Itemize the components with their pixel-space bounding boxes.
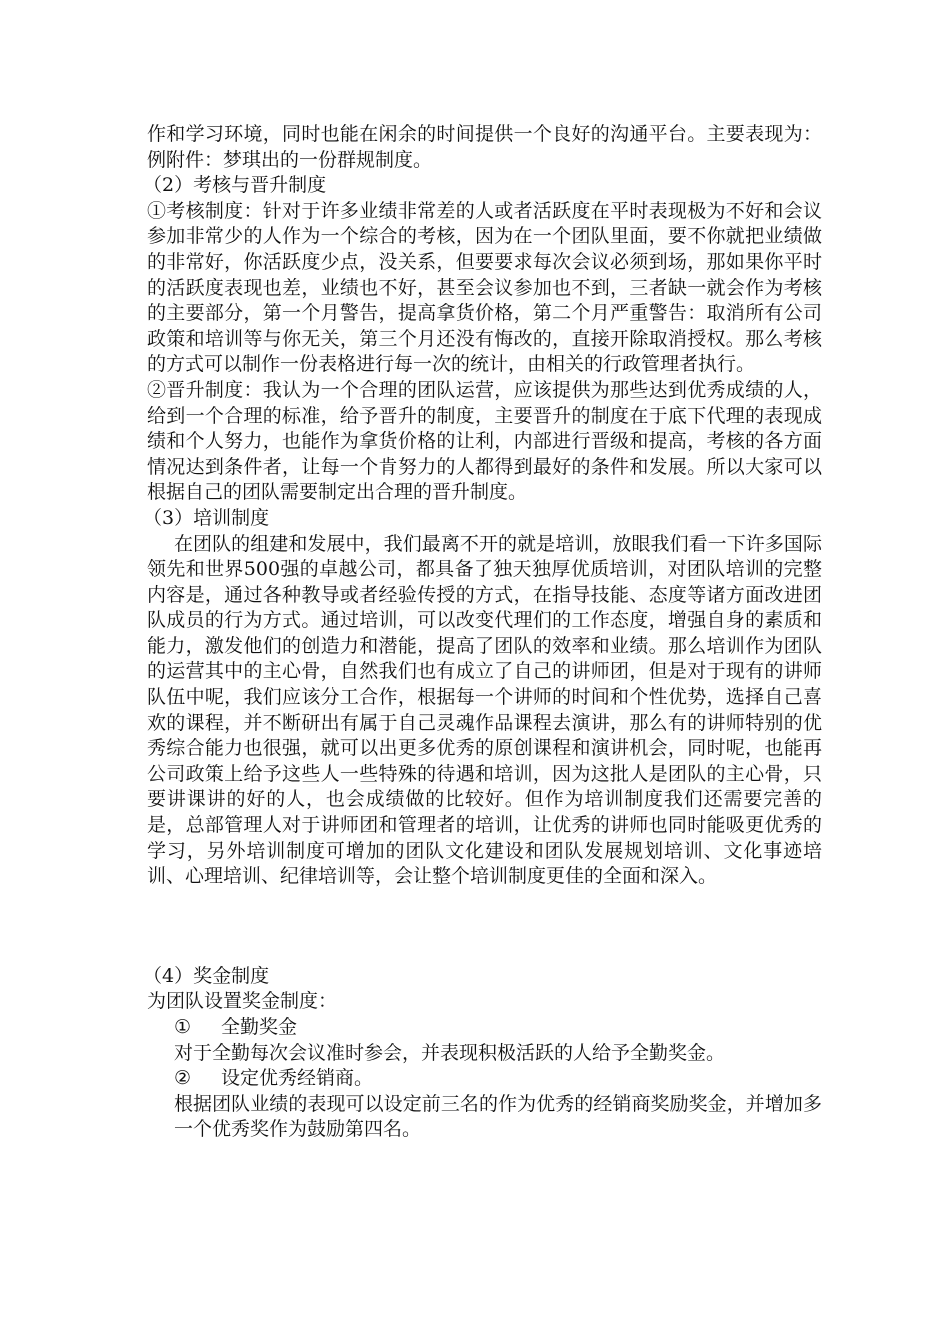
- list-number: ②: [174, 1067, 192, 1090]
- document-page: [143, 122, 822, 1143]
- paragraph-assessment-system: ①考核制度：针对于许多业绩非常差的人或者活跃度在平时表现极为不好和会议参加非常少的人作为一个综合的考核，因为在一个团队里面，要不你就把业绩做的非常好，你活跃度少点，没关系，但要要求每次会议必须到场，那如果你平时的活跃度表现也差，业绩也不好，甚至会议参加也不到，三者缺一就会作为考核的主要部分，第一个月警告，提高拿货价格，第二个月严重警告：取消所有公司政策和培训等与你无关，第三个月还没有悔改的，直接开除取消授权。那么考核的方式可以制作一份表格进行每一次的统计，由相关的行政管理者执行。: [147, 199, 822, 376]
- paragraph-promotion-system: ②晋升制度：我认为一个合理的团队运营，应该提供为那些达到优秀成绩的人，给到一个合理的标准，给予晋升的制度，主要晋升的制度在于底下代理的表现成绩和个人努力，也能作为拿货价格的让利，内部进行晋级和提高，考核的各方面情况达到条件者，让每一个肯努力的人都得到最好的条件和发展。所以大家可以根据自己的团队需要制定出合理的晋升制度。: [147, 378, 822, 504]
- section-heading-assessment: （2）考核与晋升制度: [143, 174, 327, 197]
- list-item-heading: 设定优秀经销商。: [221, 1067, 374, 1090]
- list-item-title: [147, 1066, 822, 1092]
- list-number: ①: [174, 1016, 192, 1038]
- paragraph-intro: 作和学习环境，同时也能在闲余的时间提供一个良好的沟通平台。主要表现为：例附件：梦琪出的一份群规制度。: [147, 123, 822, 171]
- list-item-heading: 全勤奖金: [221, 1016, 298, 1038]
- section-heading-bonus: （4）奖金制度: [143, 964, 270, 987]
- paragraph-bonus-intro: 为团队设置奖金制度：: [147, 990, 338, 1013]
- list-item-body: 根据团队业绩的表现可以设定前三名的作为优秀的经销商奖励奖金，并增加多一个优秀奖作为鼓励第四名。: [174, 1092, 822, 1141]
- list-item-title: [147, 1015, 822, 1041]
- list-item-body: 对于全勤每次会议准时参会，并表现积极活跃的人给予全勤奖金。: [174, 1041, 726, 1064]
- section-heading-training: （3）培训制度: [143, 506, 270, 529]
- blank-space: [147, 890, 822, 964]
- paragraph-training-system: 在团队的组建和发展中，我们最离不开的就是培训，放眼我们看一下许多国际领先和世界500强的卓越公司，都具备了独天独厚优质培训，对团队培训的完整内容是，通过各种教导或者经验传授的方式，在指导技能、态度等诸方面改进团队成员的行为方式。通过培训，可以改变代理们的工作态度，增强自身的素质和能力，激发他们的创造力和潜能，提高了团队的效率和业绩。那么培训作为团队的运营其中的主心骨，自然我们也有成立了自己的讲师团，但是对于现有的讲师队伍中呢，我们应该分工合作，根据每一个讲师的时间和个性优势，选择自己喜欢的课程，并不断研出有属于自己灵魂作品课程去演讲，那么有的讲师特别的优秀综合能力也很强，就可以出更多优秀的原创课程和演讲机会，同时呢，也能再公司政策上给予这些人一些特殊的待遇和培训，因为这批人是团队的主心骨，只要讲课讲的好的人，也会成绩做的比较好。但作为培训制度我们还需要完善的是，总部管理人对于讲师团和管理者的培训，让优秀的讲师也同时能吸更优秀的学习，另外培训制度可增加的团队文化建设和团队发展规划培训、文化事迹培训、心理培训、纪律培训等，会让整个培训制度更佳的全面和深入。: [147, 532, 822, 888]
